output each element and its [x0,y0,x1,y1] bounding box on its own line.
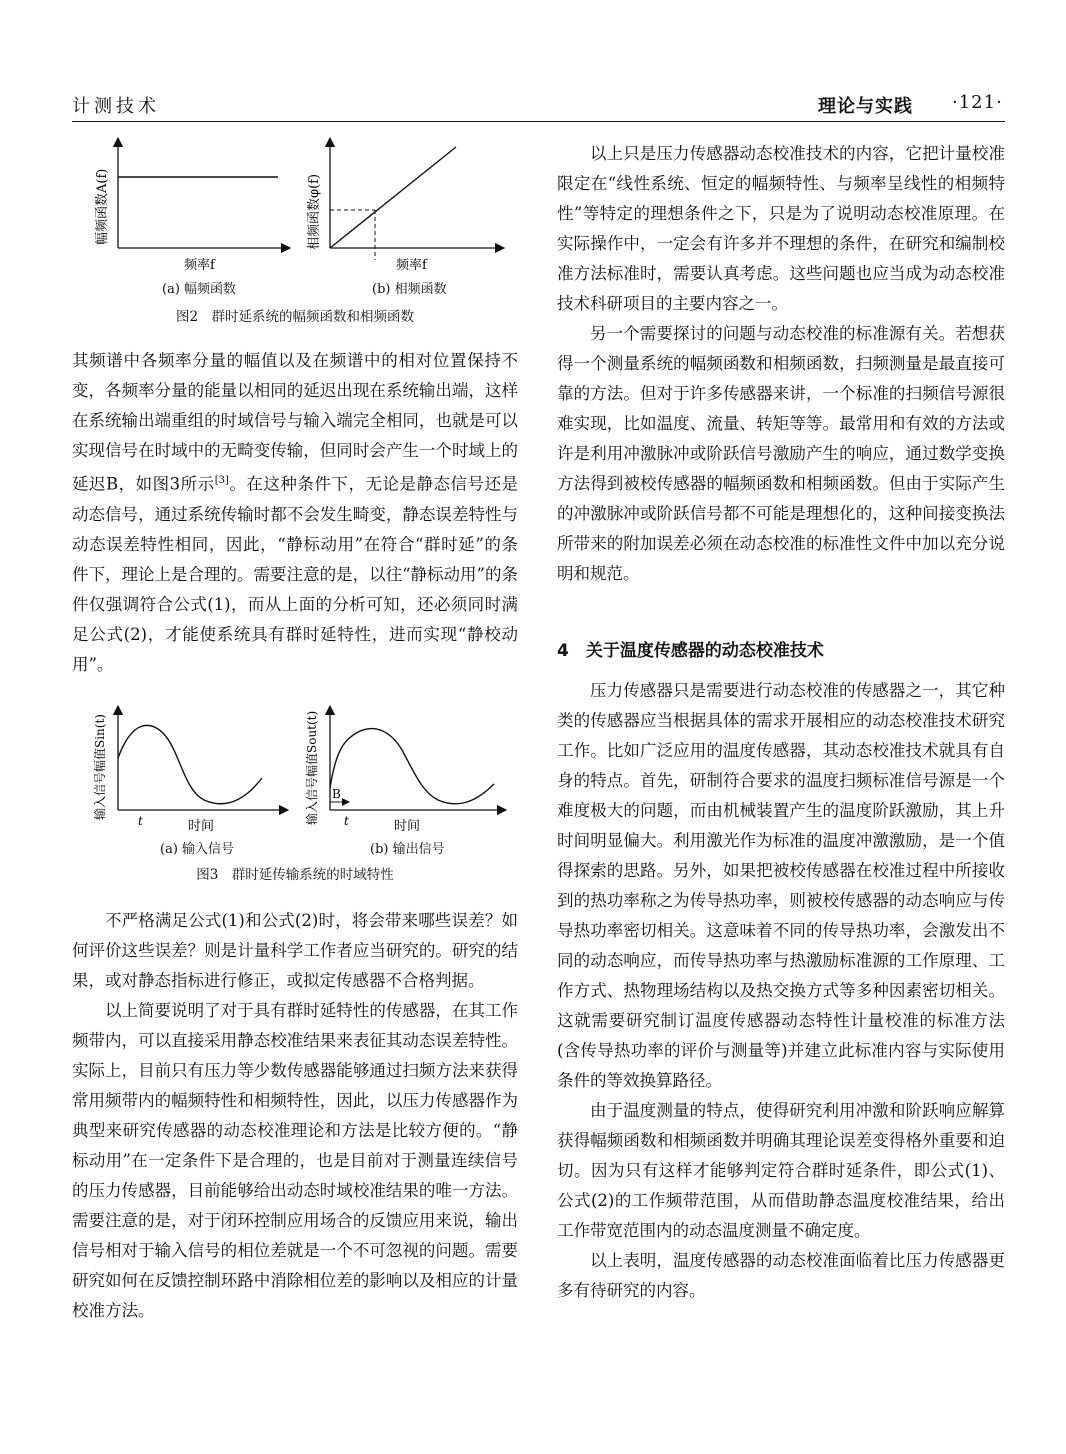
fig2a-xlabel: 频率f [184,258,215,273]
fig2a-ylabel: 幅频函数A(f) [95,168,110,245]
paragraph: 另一个需要探讨的问题与动态校准的标准源有关。若想获得一个测量系统的幅频函数和相频函数，扫频测量是最直接可靠的方法。但对于许多传感器来讲，一个标准的扫频信号源很难实现，比如温度、流量、转矩等等。最常用和有效的方法或许是利用冲激脉冲或阶跃信号激励产生的响应，通过数学变换方法得到被校传感器的幅频函数和相频函数。但由于实际产生的冲激脉冲或阶跃信号都不可能是理想化的，这种间接变换法所带来的附加误差必须在动态校准的标准性文件中加以充分说明和规范。 [557,324,1005,583]
paragraph: 以上表明，温度传感器的动态校准面临着比压力传感器更多有待研究的内容。 [557,1251,1005,1300]
fig3b-output-curve [330,729,494,804]
fig3a-input-curve [118,725,262,803]
fig3b-t: t [344,814,349,828]
fig2b-ylabel: 相频函数φ(f) [307,173,322,250]
paragraph: 以上简要说明了对于具有群时延特性的传感器，在其工作频带内，可以直接采用静态校准结果来表征其动态误差特性。实际上，目前只有压力等少数传感器能够通过扫频方法来获得常用频带内的幅频特性和相频特性，因此，以压力传感器作为典型来研究传感器的动态校准理论和方法是比较方便的。“静标动用”在一定条件下是合理的，也是目前对于测量连续信号的压力传感器，目前能够给出动态时域校准结果的唯一方法。需要注意的是，对于闭环控制应用场合的反馈应用来说，输出信号相对于输入信号的相位差就是一个不可忽视的问题。需要研究如何在反馈控制环路中消除相位差的影响以及相应的计量校准方法。 [72,1001,518,1320]
page-number: ·121· [952,92,1003,113]
fig3b-xlabel: 时间 [394,819,421,834]
header-rule [72,121,1005,122]
paragraph: 以上只是压力传感器动态校准技术的内容，它把计量校准限定在“线性系统、恒定的幅频特性、与频率呈线性的相频特性”等特定的理想条件之下，只是为了说明动态校准原理。在实际操作中，一定会有许多并不理想的条件，在研究和编制校准方法标准时，需要认真考虑。这些问题也应当成为动态校准技术科研项目的主要内容之一。 [557,144,1005,313]
column-name: 理论与实践 [818,96,913,117]
fig3a-t: t [138,814,143,828]
fig2a-subcaption: (a) 幅频函数 [162,282,237,297]
fig2b-xlabel: 频率f [396,258,427,273]
right-column-bottom [557,676,1005,1306]
paragraph: 由于温度测量的特点，使得研究利用冲激和阶跃响应解算获得幅频函数和相频函数并明确其理论误差变得格外重要和迫切。因为只有这样才能够判定符合群时延条件，即公式(1)、公式(2)的工作频带范围，从而借助静态温度校准结果，给出工作带宽范围内的动态温度测量不确定度。 [557,1101,1005,1240]
paragraph: 其频谱中各频率分量的幅值以及在频谱中的相对位置保持不变，各频率分量的能量以相同的延迟出现在系统输出端，这样在系统输出端重组的时域信号与输入端完全相同，也就是可以实现信号在时域中的无畸变传输，但同时会产生一个时域上的延迟B，如图3所示[3]。在这种条件下，无论是静态信号还是动态信号，通过系统传输时都不会发生畸变，静态误差特性与动态误差特性相同，因此，“静标动用”在符合“群时延”的条件下，理论上是合理的。需要注意的是，以往“静标动用”的条件仅强调符合公式(1)，而从上面的分析可知，还必须同时满足公式(2)，才能使系统具有群时延特性，进而实现“静校动用”。 [72,351,519,674]
figure-3 [72,700,518,840]
figure-2 [72,130,518,310]
citation: [3] [214,475,229,486]
fig2-caption: 图2 群时延系统的幅频函数和相频函数 [175,309,415,325]
fig3b-B: B [332,787,341,801]
paragraph: 压力传感器只是需要进行动态校准的传感器之一，其它种类的传感器应当根据具体的需求开展相应的动态校准技术研究工作。比如广泛应用的温度传感器，其动态校准技术就具有自身的特点。首先，研制符合要求的温度扫频标准信号源是一个难度极大的问题，而由机械装置产生的温度阶跃激励，其上升时间明显偏大。利用激光作为标准的温度冲激激励，是一个值得探索的思路。另外，如果把被校传感器在校准过程中所接收到的热功率称之为传导热功率，则被校传感器的动态响应与传导热功率密切相关。这意味着不同的传导热功率，会激发出不同的动态响应，而传导热功率与热激励标准源的工作原理、工作方式、热物理场结构以及热交换方式等多种因素密切相关。这就需要研究制订温度传感器动态特性计量校准的标准方法(含传导热功率的评价与测量等)并建立此标准内容与实际使用条件的等效换算路径。 [557,681,1005,1090]
right-column-top [557,139,1005,589]
left-column-top [72,346,518,680]
fig3-caption: 图3 群时延传输系统的时域特性 [196,867,394,883]
paragraph: 不严格满足公式(1)和公式(2)时，将会带来哪些误差？如何评价这些误差？则是计量科学工作者应当研究的。研究的结果，或对静态指标进行修正，或拟定传感器不合格判据。 [72,911,518,990]
left-column-bottom [72,906,518,1326]
fig3b-subcaption: (b) 输出信号 [370,842,445,857]
journal-name: 计测技术 [72,96,160,117]
fig3b-ylabel: 输入信号幅值Sout(t) [305,710,319,825]
fig3a-subcaption: (a) 输入信号 [160,842,235,857]
fig3a-xlabel: 时间 [188,819,215,834]
fig2b-subcaption: (b) 相频函数 [372,282,447,297]
section-heading: 4 关于温度传感器的动态校准技术 [557,641,824,661]
fig3a-ylabel: 输入信号幅值Sin(t) [93,714,107,820]
fig2b-phase-line [330,147,456,248]
